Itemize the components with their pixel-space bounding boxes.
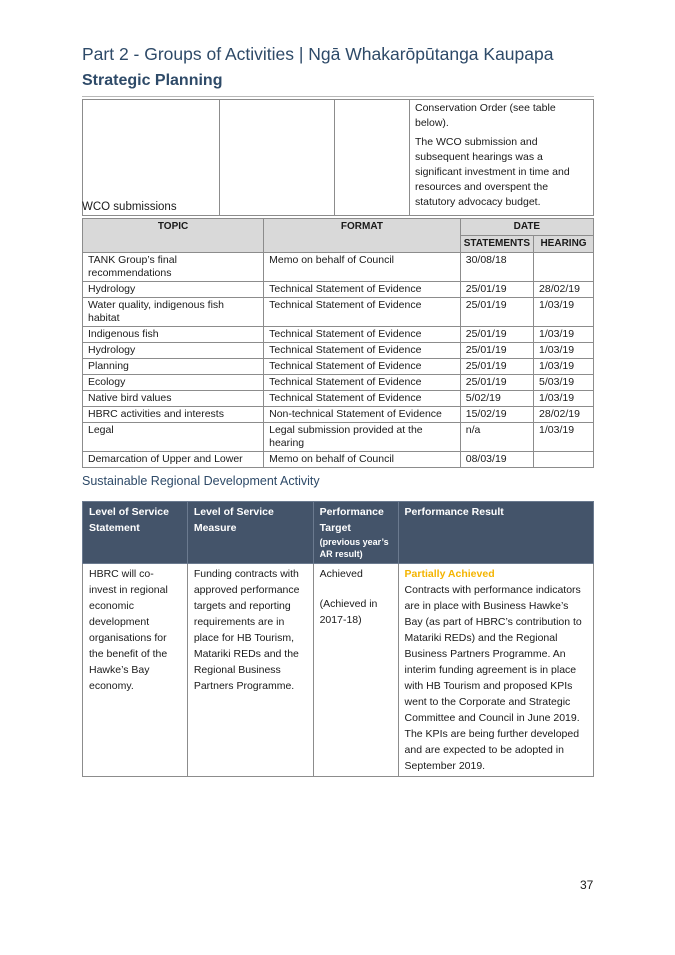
carryover-empty-cell (220, 100, 335, 216)
topic-cell: Water quality, indigenous fish habitat (83, 298, 264, 327)
statements-cell: 25/01/19 (460, 375, 533, 391)
target-previous: (Achieved in 2017-18) (319, 598, 378, 626)
topic-cell: Ecology (83, 375, 264, 391)
performance-table (82, 501, 594, 777)
table-row (83, 391, 594, 407)
statements-cell: 5/02/19 (460, 391, 533, 407)
hearing-cell: 28/02/19 (534, 282, 594, 298)
format-cell: Technical Statement of Evidence (264, 359, 461, 375)
format-cell: Non-technical Statement of Evidence (264, 407, 461, 423)
table-row (83, 253, 594, 282)
header-performance-result: Performance Result (398, 502, 593, 564)
table-row (83, 359, 594, 375)
hearing-cell: 28/02/19 (534, 407, 594, 423)
column-header-format: FORMAT (264, 219, 461, 253)
carryover-paragraph: Conservation Order (see table below). (415, 102, 556, 129)
statements-cell: 30/08/18 (460, 253, 533, 282)
hearing-cell: 5/03/19 (534, 375, 594, 391)
wco-caption: WCO submissions (82, 201, 177, 213)
los-measure-cell: Funding contracts with approved performance targets and reporting requirements are in place for HB Tourism, Matariki REDs and the Regional Business Partners Programme. (187, 564, 313, 777)
carryover-empty-cell (335, 100, 410, 216)
statements-cell: 25/01/19 (460, 359, 533, 375)
performance-result-cell (398, 564, 593, 777)
hearing-cell (534, 253, 594, 282)
statements-cell: n/a (460, 423, 533, 452)
table-row (83, 282, 594, 298)
column-header-topic: TOPIC (83, 219, 264, 253)
hearing-cell: 1/03/19 (534, 423, 594, 452)
topic-cell: Demarcation of Upper and Lower (83, 452, 264, 468)
carryover-table (82, 99, 594, 216)
column-header-statements: STATEMENTS (460, 236, 533, 253)
header-los-statement: Level of Service Statement (83, 502, 188, 564)
topic-cell: Planning (83, 359, 264, 375)
result-status-badge: Partially Achieved (404, 568, 495, 580)
hearing-cell: 1/03/19 (534, 298, 594, 327)
format-cell: Technical Statement of Evidence (264, 298, 461, 327)
hearing-cell: 1/03/19 (534, 391, 594, 407)
format-cell: Memo on behalf of Council (264, 253, 461, 282)
table-row (83, 298, 594, 327)
result-text: Contracts with performance indicators are in place with Business Hawke’s Bay (as part of HBRC’s contribution to Matariki REDs) and the Regional Business Partners Programme. An interim funding agreement is in place with HB Tourism and proposed KPIs went to the Corporate and Strategic Committee and Council in June 2019. The KPIs are being further developed and are expected to be adopted in September 2019. (404, 584, 582, 772)
format-cell: Legal submission provided at the hearing (264, 423, 461, 452)
table-row (83, 343, 594, 359)
header-los-measure: Level of Service Measure (187, 502, 313, 564)
topic-cell: Legal (83, 423, 264, 452)
hearing-cell: 1/03/19 (534, 359, 594, 375)
topic-cell: Native bird values (83, 391, 264, 407)
page-number: 37 (580, 878, 594, 892)
los-statement-cell: HBRC will co-invest in regional economic development organisations for the benefit of the Hawke’s Bay economy. (83, 564, 188, 777)
carryover-comment-cell (410, 100, 594, 216)
table-row (83, 407, 594, 423)
hearing-cell (534, 452, 594, 468)
format-cell: Technical Statement of Evidence (264, 343, 461, 359)
performance-target-cell (313, 564, 398, 777)
statements-cell: 25/01/19 (460, 327, 533, 343)
part-title: Part 2 - Groups of Activities | Ngā Whakarōpūtanga Kaupapa (82, 44, 554, 64)
statements-cell: 25/01/19 (460, 282, 533, 298)
title-divider (82, 96, 594, 97)
wco-submissions-table (82, 218, 594, 468)
format-cell: Technical Statement of Evidence (264, 391, 461, 407)
format-cell: Technical Statement of Evidence (264, 282, 461, 298)
hearing-cell: 1/03/19 (534, 343, 594, 359)
section-title: Strategic Planning (82, 72, 223, 89)
topic-cell: Hydrology (83, 282, 264, 298)
statements-cell: 25/01/19 (460, 298, 533, 327)
table-row (83, 423, 594, 452)
header-target-note: (previous year’s AR result) (319, 537, 389, 559)
table-row (83, 375, 594, 391)
header-performance-target (313, 502, 398, 564)
statements-cell: 15/02/19 (460, 407, 533, 423)
format-cell: Technical Statement of Evidence (264, 375, 461, 391)
carryover-paragraph: The WCO submission and subsequent hearings was a significant investment in time and resources and overspent the statutory advocacy budget. (415, 136, 570, 208)
table-row (83, 452, 594, 468)
statements-cell: 08/03/19 (460, 452, 533, 468)
table-row (83, 564, 594, 777)
header-target-label: Performance Target (319, 506, 384, 534)
column-header-hearing: HEARING (534, 236, 594, 253)
topic-cell: Hydrology (83, 343, 264, 359)
hearing-cell: 1/03/19 (534, 327, 594, 343)
statements-cell: 25/01/19 (460, 343, 533, 359)
column-header-date: DATE (460, 219, 593, 236)
topic-cell: TANK Group’s final recommendations (83, 253, 264, 282)
topic-cell: Indigenous fish (83, 327, 264, 343)
topic-cell: HBRC activities and interests (83, 407, 264, 423)
srd-section-title: Sustainable Regional Development Activity (82, 474, 320, 488)
carryover-empty-cell (83, 100, 220, 216)
table-row (83, 327, 594, 343)
format-cell: Memo on behalf of Council (264, 452, 461, 468)
format-cell: Technical Statement of Evidence (264, 327, 461, 343)
target-value: Achieved (319, 568, 363, 580)
